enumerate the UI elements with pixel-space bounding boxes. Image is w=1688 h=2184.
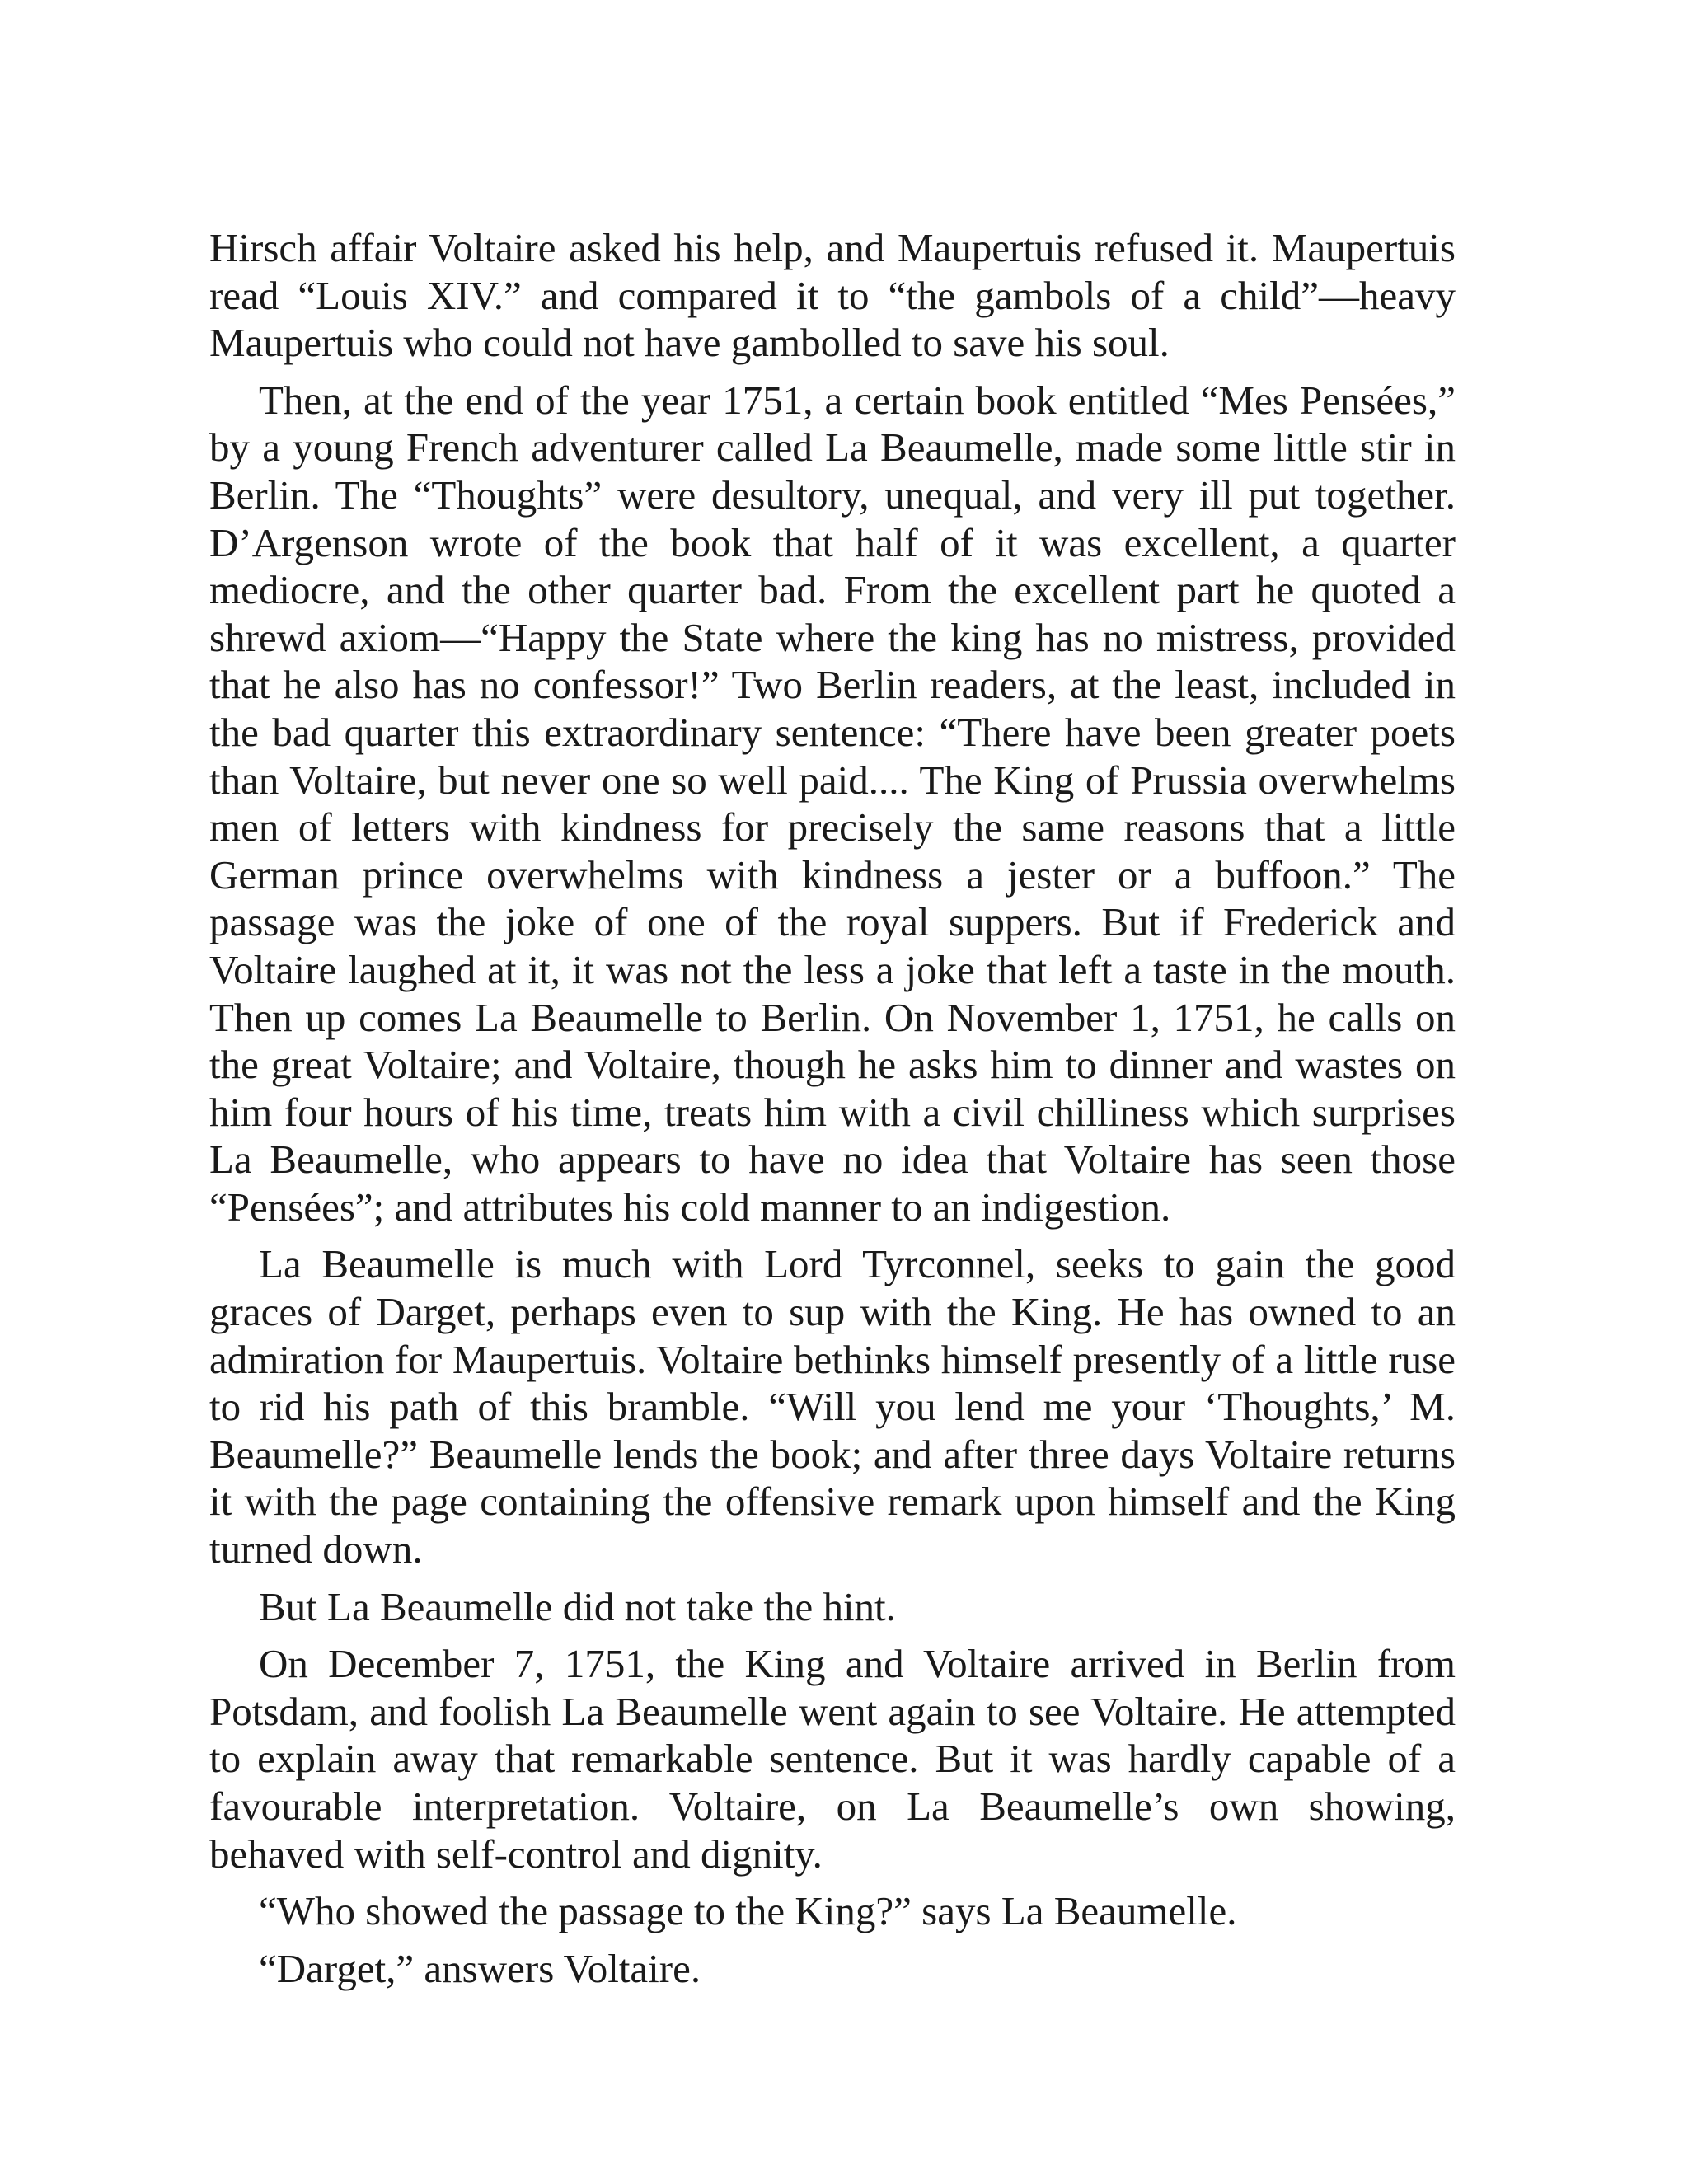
- paragraph-mes-pensees: Then, at the end of the year 1751, a certain book entitled “Mes Pensées,” by a young French adventurer called La Beaumelle, made some little stir in Berlin. The “Thoughts” were desultory, unequal, and very ill put together. D’Argenson wrote of the book that half of it was excellent, a quarter mediocre, and the other quarter bad. From the excellent part he quoted a shrewd axiom—“Happy the State where the king has no mistress, provided that he also has no confessor!” Two Berlin readers, at the least, included in the bad quarter this extraordinary sentence: “There have been greater poets than Voltaire, but never one so well paid.... The King of Prussia overwhelms men of letters with kindness for precisely the same reasons that a little German prince overwhelms with kindness a jester or a buffoon.” The passage was the joke of one of the royal suppers. But if Frederick and Voltaire laughed at it, it was not the less a joke that left a taste in the mouth. Then up comes La Beaumelle to Berlin. On November 1, 1751, he calls on the great Voltaire; and Voltaire, though he asks him to dinner and wastes on him four hours of his time, treats him with a civil chilliness which surprises La Beaumelle, who appears to have no idea that Voltaire has seen those “Pensées”; and attributes his cold manner to an indigestion.: [209, 377, 1456, 1230]
- paragraph-december-visit: On December 7, 1751, the King and Voltaire arrived in Berlin from Potsdam, and foolish La Beaumelle went again to see Voltaire. He attempted to explain away that remarkable sentence. But it was hardly capable of a favourable interpretation. Voltaire, on La Beaumelle’s own showing, behaved with self-control and dignity.: [209, 1641, 1456, 1877]
- page-body: [209, 224, 1456, 2002]
- paragraph-hint: But La Beaumelle did not take the hint.: [259, 1583, 896, 1629]
- paragraph-tyrconnel: La Beaumelle is much with Lord Tyrconnel, seeks to gain the good graces of Darget, perhaps even to sup with the King. He has owned to an admiration for Maupertuis. Voltaire bethinks himself presently of a little ruse to rid his path of this bramble. “Will you lend me your ‘Thoughts,’ M. Beaumelle?” Beaumelle lends the book; and after three days Voltaire returns it with the page containing the offensive remark upon himself and the King turned down.: [209, 1241, 1456, 1572]
- paragraph-continuation: Hirsch affair Voltaire asked his help, and Maupertuis refused it. Maupertuis read “Louis XIV.” and compared it to “the gambols of a child”—heavy Maupertuis who could not have gambolled to save his soul.: [209, 225, 1456, 366]
- paragraph-question: “Who showed the passage to the King?” says La Beaumelle.: [259, 1888, 1237, 1934]
- paragraph-answer: “Darget,” answers Voltaire.: [259, 1945, 701, 1991]
